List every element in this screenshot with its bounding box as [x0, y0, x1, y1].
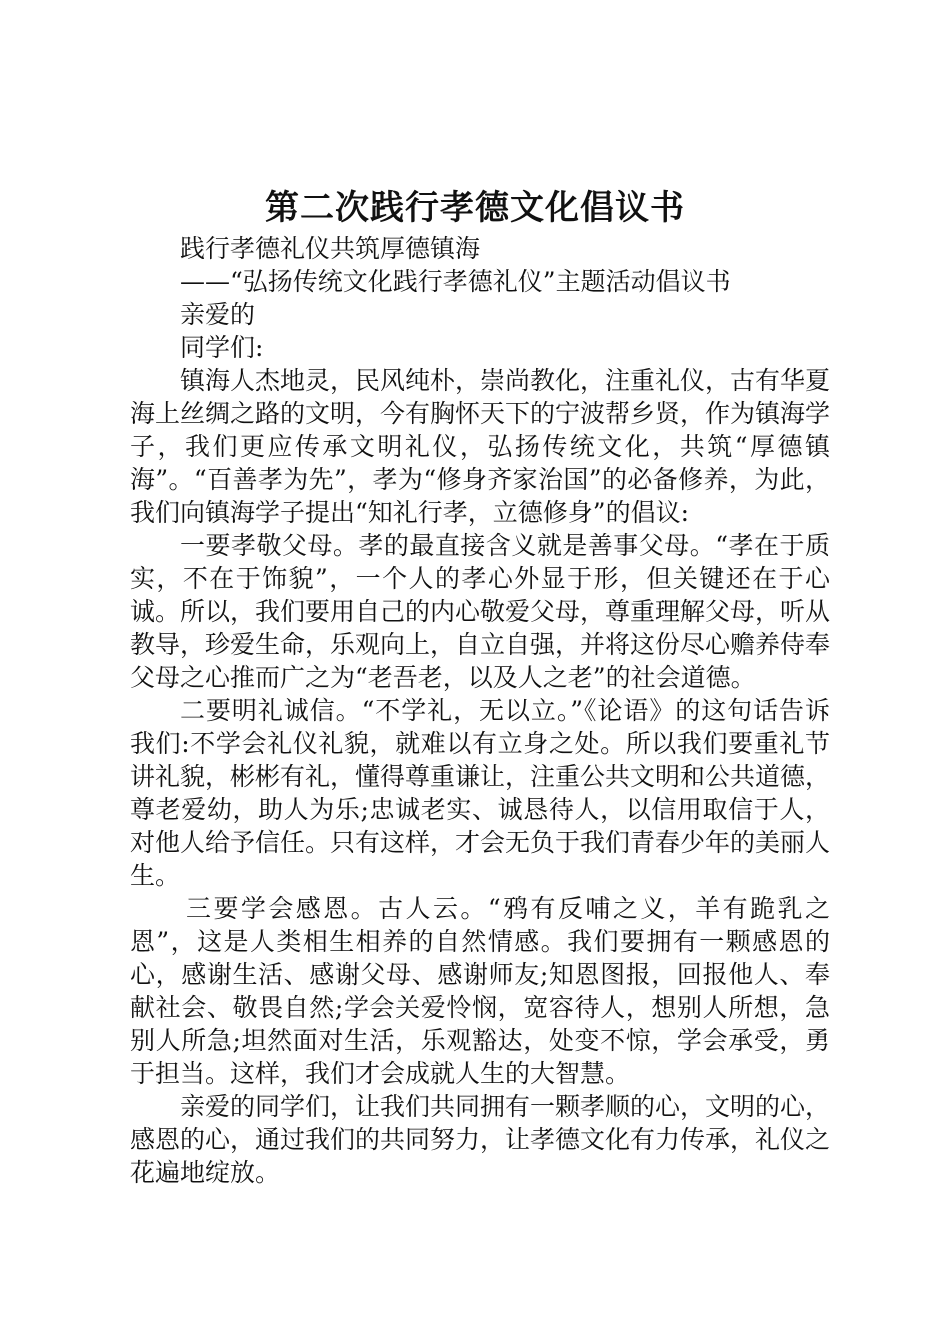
subtitle-line-2: ——“弘扬传统文化践行孝德礼仪”主题活动倡议书 — [180, 267, 731, 296]
paragraph-closing: 亲爱的同学们，让我们共同拥有一颗孝顺的心，文明的心，感恩的心，通过我们的共同努力，让孝德文化有力传承，礼仪之花遍地绽放。 — [130, 1092, 831, 1187]
salutation-line-1: 亲爱的 — [180, 300, 256, 329]
document-body — [130, 232, 830, 1189]
salutation-line-2: 同学们: — [180, 333, 264, 362]
paragraph-gratitude: 三要学会感恩。古人云。“鸦有反哺之义，羊有跪乳之恩”，这是人类相生相养的自然情感。我们要拥有一颗感恩的心，感谢生活、感谢父母、感谢师友;知恩图报，回报他人、奉献社会、敬畏自然;学会关爱怜悯，宽容待人，想别人所想，急别人所急;坦然面对生活，乐观豁达，处变不惊，学会承受，勇于担当。这样，我们才会成就人生的大智慧。 — [130, 894, 830, 1088]
paragraph-courtesy-honesty: 二要明礼诚信。“不学礼，无以立。”《论语》的这句话告诉我们:不学会礼仪礼貌，就难以有立身之处。所以我们要重礼节讲礼貌，彬彬有礼，懂得尊重谦让，注重公共文明和公共道德，尊老爱幼，助人为乐;忠诚老实、诚恳待人，以信用取信于人，对他人给予信任。只有这样，才会无负于我们青春少年的美丽人生。 — [130, 696, 831, 890]
document-title: 第二次践行孝德文化倡议书 — [265, 188, 685, 228]
subtitle-line-1: 践行孝德礼仪共筑厚德镇海 — [180, 234, 481, 263]
paragraph-intro: 镇海人杰地灵，民风纯朴，崇尚教化，注重礼仪，古有华夏海上丝绸之路的文明，今有胸怀天下的宁波帮乡贤，作为镇海学子，我们更应传承文明礼仪，弘扬传统文化，共筑“厚德镇海”。“百善孝为先”，孝为“修身齐家治国”的必备修养，为此，我们向镇海学子提出“知礼行孝，立德修身”的倡议: — [130, 366, 831, 527]
paragraph-filial-piety: 一要孝敬父母。孝的最直接含义就是善事父母。“孝在于质实，不在于饰貌”，一个人的孝心外显于形，但关键还在于心诚。所以，我们要用自己的内心敬爱父母，尊重理解父母，听从教导，珍爱生命，乐观向上，自立自强，并将这份尽心赡养侍奉父母之心推而广之为“老吾老，以及人之老”的社会道德。 — [130, 531, 831, 692]
